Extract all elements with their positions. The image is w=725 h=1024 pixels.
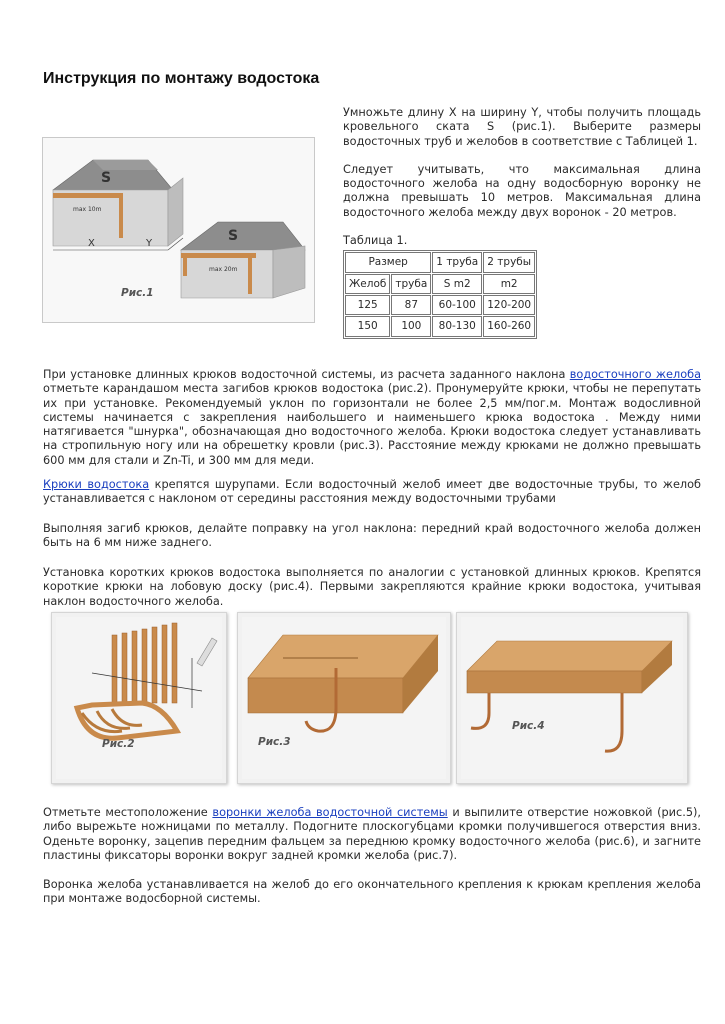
intro-column	[343, 106, 701, 339]
intro-paragraph-1: Умножьте длину X на ширину Y, чтобы получить площадь кровельного ската S (рис.1). Выберите размеры водосточных труб и желобов в соответствие с Таблицей 1.	[343, 106, 701, 148]
th-pipe: труба	[391, 274, 431, 294]
hooks-link[interactable]: Крюки водостока	[43, 478, 150, 491]
table-cell: 80-130	[432, 316, 482, 336]
hooks-illustration	[52, 613, 226, 783]
fig1-label-s1: S	[101, 170, 112, 186]
table-cell: 150	[345, 316, 390, 336]
fig3-caption: Рис.3	[258, 736, 291, 748]
funnel-link[interactable]: воронки желоба водосточной системы	[212, 806, 448, 819]
table-cell: 87	[391, 295, 431, 315]
table-caption: Таблица 1.	[343, 234, 408, 248]
rafter-illustration	[238, 613, 450, 783]
fig1-label-max1: max 10m	[73, 206, 102, 213]
fig4-caption: Рис.4	[512, 720, 545, 732]
th-size: Размер	[345, 252, 431, 272]
houses-illustration	[43, 138, 314, 322]
table-row	[345, 316, 535, 336]
figure-3-rafter-photo	[237, 612, 451, 784]
table-cell: 125	[345, 295, 390, 315]
th-pipe1: 1 труба	[432, 252, 482, 272]
funnel-install-paragraph: Воронка желоба устанавливается на желоб до его окончательного крепления к крюкам крепления желоба при монтаже водосборной системы.	[43, 878, 701, 906]
figure-2-hooks-photo	[51, 612, 227, 784]
bend-correction-paragraph: Выполняя загиб крюков, делайте поправку на угол наклона: передний край водосточного желоба должен быть на 6 мм ниже заднего.	[43, 522, 701, 550]
funnel-paragraph	[43, 806, 701, 863]
th-s: S m2	[432, 274, 482, 294]
figure-1-roof-area	[42, 137, 315, 323]
table-cell: 100	[391, 316, 431, 336]
table-header-row	[345, 252, 535, 272]
th-gutter: Желоб	[345, 274, 390, 294]
th-pipe2: 2 трубы	[483, 252, 535, 272]
para5-text-a: Отметьте местоположение	[43, 806, 213, 819]
th-m2: m2	[483, 274, 535, 294]
para1-text-b: отметьте карандашом места загибов крюков водостока (рис.2). Пронумеруйте крюки, чтобы не перепутать их при установке. Рекомендуемый уклон по горизонтали не более 2,5 мм/пог.м. Монтаж водосливной системы начинается с закрепления наибольшего и наименьшего крюка водостока . Между ними натягивается "шнурка", обозначающая дно водосточного желоба. Крюки водостока следует устанавливать на стропильную ногу или на обрешетку кровли (рис.3). Расстояние между крюками не должно превышать 600 мм для стали и Zn-Ti, и 300 мм для меди.	[43, 382, 701, 467]
figure-4-fascia-photo	[456, 612, 688, 784]
long-hooks-paragraph	[43, 368, 701, 468]
table-cell: 160-260	[483, 316, 535, 336]
table-cell: 120-200	[483, 295, 535, 315]
fig1-label-y: Y	[146, 238, 153, 249]
table-cell: 60-100	[432, 295, 482, 315]
gutter-link[interactable]: водосточного желоба	[569, 368, 701, 381]
hooks-screws-paragraph	[43, 478, 701, 507]
table-subheader-row	[345, 274, 535, 294]
fig1-label-max2: max 20m	[209, 266, 238, 273]
table-row	[345, 295, 535, 315]
para5-text-b: и выпилите отверстие ножовкой (рис.5), либо вырежьте ножницами по металлу. Подогните плоскогубцами кромки получившегося отверстия вниз. Оденьте воронку, зацепив передним фальцем за переднюю кромку водосточного желоба (рис.6), и загните пластины фиксаторы воронки вокруг задней кромки желоба (рис.7).	[43, 806, 702, 862]
fig1-caption: Рис.1	[121, 287, 154, 299]
fascia-illustration	[457, 613, 687, 783]
fig2-caption: Рис.2	[102, 738, 135, 750]
fig1-label-s2: S	[228, 228, 239, 244]
para1-text-a: При установке длинных крюков водосточной системы, из расчета заданного наклона	[43, 368, 570, 381]
intro-paragraph-2: Следует учитывать, что максимальная длина водосточного желоба на одну водосборную воронку не должна превышать 10 метров. Максимальная длина водосточного желоба между двух воронок - 20 метров.	[343, 162, 701, 219]
short-hooks-paragraph: Установка коротких крюков водостока выполняется по аналогии с установкой длинных крюков. Крепятся короткие крюки на лобовую доску (рис.4). Первыми закрепляются крайние крюки водостока, учитывая наклон водосточного желоба.	[43, 566, 701, 608]
sizes-table	[343, 250, 537, 338]
fig1-label-x: X	[88, 238, 95, 249]
para2-text-b: крепятся шурупами. Если водосточный желоб имеет две водосточные трубы, то желоб устанавливается с наклоном от середины расстояния между водосточными трубами	[43, 478, 702, 506]
page-title: Инструкция по монтажу водостока	[43, 70, 320, 87]
